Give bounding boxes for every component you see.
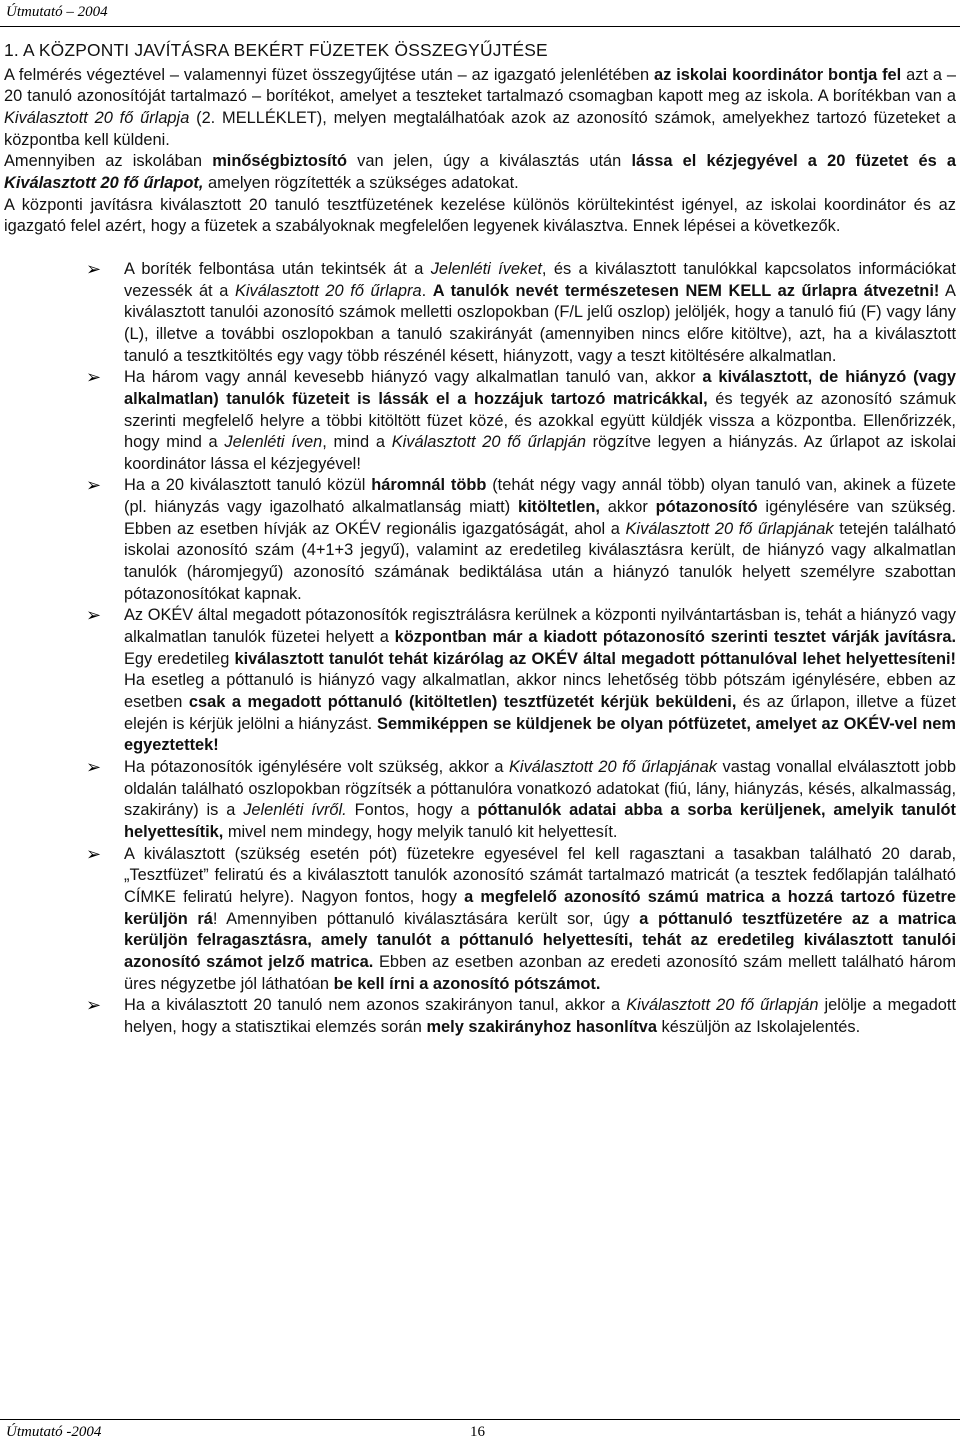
text-run: amelyen rögzítették a szükséges adatokat. <box>203 173 519 192</box>
text-run: azt a – 20 tanuló azonosítóját tartalmazó – borítékot, amelyet a teszteket tartalmazó csomagban kapott meg az iskola. A borítékban van a <box>4 65 956 106</box>
text-run: minőségbiztosító <box>212 152 347 171</box>
text-run: mivel nem mindegy, hogy melyik tanuló kit helyettesít. <box>223 822 618 841</box>
instruction-item <box>4 605 956 757</box>
text-run: mely szakirányhoz hasonlítva <box>426 1017 657 1036</box>
text-run: , és a kiválasztott tanulókkal kapcsolatos információkat vezessék át a <box>124 259 956 300</box>
text-run: póttanulók adatai abba a sorba kerüljenek, amelyik tanulót helyettesítik, <box>124 801 956 841</box>
text-run: háromnál több <box>371 476 487 495</box>
arrow-bullet-icon: ➢ <box>86 367 102 388</box>
text-run: van jelen, úgy a kiválasztás után <box>347 152 632 171</box>
text-run: kiválasztott tanulót tehát kizárólag az OKÉV által megadott póttanulóval lehet helyettesíteni! <box>234 649 957 668</box>
text-run: az iskolai koordinátor bontja fel <box>654 65 902 84</box>
text-run: és az űrlapon, illetve a füzet elején is kérjük jelölni a hiányzást. <box>124 693 956 733</box>
text-run: Kiválasztott 20 fő űrlapjának <box>509 758 717 776</box>
intro-paragraph <box>4 195 956 238</box>
footer-rule <box>0 1419 960 1420</box>
text-run: jelölje a megadott helyen, hogy a statisztikai elemzés során <box>124 996 956 1036</box>
text-run: Ha három vagy annál kevesebb hiányzó vagy alkalmatlan tanuló van, akkor <box>124 368 703 387</box>
instruction-text <box>124 758 956 841</box>
text-run: A tanulók nevét természetesen NEM KELL az űrlapra átvezetni! <box>432 281 940 300</box>
text-run: pótazonosító <box>655 498 758 517</box>
arrow-bullet-icon: ➢ <box>86 605 102 626</box>
page-footer <box>0 1424 960 1444</box>
text-run: Ebben az esetben azonban az eredeti azonosító szám mellett található három üres négyzetbe jól láthatóan <box>124 952 956 993</box>
text-run: Kiválasztott 20 fő űrlapjának <box>625 519 834 538</box>
text-run: tetején található iskolai azonosító szám (4+1+3 jegyű), valamint az eredetileg kiválasztásra került, de hiányzó vagy alkalmatlan tanulók (háromjegyű) azonosító számának bediktálása után a hiányzó tanulók helyett személyre szabottan pótazonosítókat kapnak. <box>124 519 956 603</box>
text-run: (tehát négy vagy annál több) olyan tanuló van, akinek a füzete (pl. hiányzás vagy igazolható alkalmatlanság miatt) <box>124 476 956 517</box>
text-run: Jelenléti íven <box>224 433 323 452</box>
instruction-item <box>4 844 956 996</box>
text-run: ! Amennyiben póttanuló kiválasztására került sor, úgy <box>212 909 640 928</box>
text-run: Kiválasztott 20 fő űrlapja <box>4 108 190 127</box>
arrow-bullet-icon: ➢ <box>86 757 102 777</box>
text-run: Jelenléti íveket <box>430 259 542 278</box>
intro-paragraph <box>4 151 956 194</box>
text-run: be kell írni a azonosító pótszámot. <box>333 974 601 993</box>
instruction-text <box>124 368 956 473</box>
instruction-text <box>124 476 956 602</box>
text-run: a megfelelő azonosító számú matrica a hozzá tartozó füzetre kerüljön rá <box>124 887 956 928</box>
text-run: Ha a 20 kiválasztott tanuló közül <box>124 476 372 495</box>
footer-title: Útmutató -2004 <box>6 1424 102 1440</box>
text-run: Semmiképpen se küldjenek be olyan pótfüzetet, amelyet az OKÉV-vel nem egyeztettek! <box>124 714 956 755</box>
instruction-item <box>4 259 956 367</box>
text-run: Kiválasztott 20 fő űrlapot, <box>4 173 204 192</box>
page-number: 16 <box>470 1424 485 1440</box>
arrow-bullet-icon: ➢ <box>86 843 102 864</box>
text-run: Kiválasztott 20 fő űrlapra <box>234 281 422 300</box>
text-run: Ha pótazonosítók igénylésére volt szükség, akkor a <box>124 758 509 776</box>
text-run: akkor <box>599 498 656 517</box>
text-run: vastag vonallal elválasztott jobb oldalán található oszlopokban rögzítsék a póttanulóra vonatkozó adatokat (fiú, lány, hiányzás, késés, alkalmasság, szakirány) is a <box>124 758 956 820</box>
arrow-bullet-icon: ➢ <box>86 995 102 1016</box>
instruction-item <box>4 995 956 1038</box>
text-run: Kiválasztott 20 fő űrlapján <box>391 433 586 452</box>
text-run: a póttanuló tesztfüzetére az a matrica kerüljön felragasztásra, amely tanulót a póttanuló helyettesíti, tehát az eredetileg kiválasztott tanulói azonosító számot jelző matrica. <box>124 909 956 971</box>
text-run: kitöltetlen, <box>517 498 600 517</box>
instruction-text <box>124 845 956 993</box>
text-run: Egy eredetileg <box>124 649 235 668</box>
text-run: Jelenléti ívről. <box>243 801 347 820</box>
text-run: Ha esetleg a póttanuló is hiányzó vagy alkalmatlan, akkor nincs lehetőség több pótszám igénylésére, ebben az esetben <box>124 671 956 712</box>
intro-paragraph <box>4 65 956 152</box>
text-run: igénylésére van szükség. Ebben az esetben hívják az OKÉV regionális igazgatóságát, ahol a <box>124 498 956 538</box>
text-run: rögzítve legyen a hiányzás. Az űrlapot az iskolai koordinátor lássa el kézjegyével! <box>124 433 957 473</box>
text-run: Amennyiben az iskolában <box>4 152 213 171</box>
arrow-bullet-icon: ➢ <box>86 258 102 279</box>
text-run: A központi javításra kiválasztott 20 tanuló tesztfüzetének kezelése különös körültekintést igényel, az iskolai koordinátor és az igazgató felel azért, hogy a füzetek a szabályoknak megfelelően legyenek kiválasztva. Ennek lépései a következők. <box>4 195 956 236</box>
section-title: 1. A KÖZPONTI JAVÍTÁSRA BEKÉRT FÜZETEK ÖSSZEGYŰJTÉSE <box>4 40 548 60</box>
text-run: és tegyék az azonosító számuk szerinti megfelelő helyre a többi kitöltött füzet közé, és azokkal együtt küldjék vissza a központba. Ellenőrizzék, hogy mind a <box>124 389 957 452</box>
text-run: csak a megadott póttanuló (kitöltetlen) tesztfüzetét kérjük beküldeni, <box>188 693 737 712</box>
header-rule <box>0 26 960 27</box>
text-run: központban már a kiadott pótazonosító szerinti tesztet várják javításra. <box>394 628 956 647</box>
text-run: A kiválasztott (szükség esetén pót) füzetekre egyesével fel kell ragasztani a tasakban található 20 darab, „Tesztfüzet” feliratú és a kiválasztott tanulók azonosító számát tartalmazó matricát (a tesztek fedőlapján található CÍMKE feliratú helyre). Nagyon fontos, hogy <box>124 844 956 906</box>
text-run: A boríték felbontása után tekintsék át a <box>124 259 431 278</box>
text-run: Fontos, hogy a <box>346 801 478 820</box>
instruction-list <box>4 259 956 1039</box>
instruction-text <box>124 260 956 365</box>
text-run: . <box>421 281 433 300</box>
text-run: Az OKÉV által megadott pótazonosítók regisztrálásra kerülnek a központi nyilvántartásban is, tehát a hiányzó vagy alkalmatlan tanulók füzetei helyett a <box>124 606 956 647</box>
document-body <box>4 40 956 1039</box>
instruction-text <box>124 996 956 1036</box>
text-run: (2. MELLÉKLET), melyen megtalálhatóak azok az azonosító számok, amelyekhez tartozó füzeteket a központba kell küldeni. <box>4 108 957 149</box>
text-run: a kiválasztott, de hiányzó (vagy alkalmatlan) tanulók füzeteit is lássák el a hozzájuk tartozó matricákkal, <box>124 368 956 408</box>
text-run: lássa el kézjegyével a 20 füzetet és a <box>631 152 957 171</box>
text-run: Ha a kiválasztott 20 tanuló nem azonos szakirányon tanul, akkor a <box>124 996 627 1015</box>
instruction-item <box>4 367 956 475</box>
text-run: A felmérés végeztével – valamennyi füzet összegyűjtése után – az igazgató jelenlétében <box>4 65 654 84</box>
text-run: A kiválasztott tanulói azonosító számok melletti oszlopokban (F/L jelű oszlop) jelöljék, hogy a tanuló fiú (F) vagy lány (L), illetve a további oszlopokban a tanuló szakirányát (amennyiben nincs előre kitöltve), azt, ha a kiválasztott tanuló a tesztkitöltés egy vagy több részénél késett, hiányzott, vagy a teszt kitöltésére alkalmatlan. <box>124 281 956 365</box>
text-run: Kiválasztott 20 fő űrlapján <box>626 996 819 1015</box>
instruction-text <box>124 606 956 754</box>
text-run: készüljön az Iskolajelentés. <box>656 1017 861 1036</box>
instruction-item <box>4 475 956 605</box>
running-header: Útmutató – 2004 <box>6 4 108 20</box>
instruction-item <box>4 757 956 844</box>
arrow-bullet-icon: ➢ <box>86 475 102 496</box>
text-run: , mind a <box>322 433 392 452</box>
